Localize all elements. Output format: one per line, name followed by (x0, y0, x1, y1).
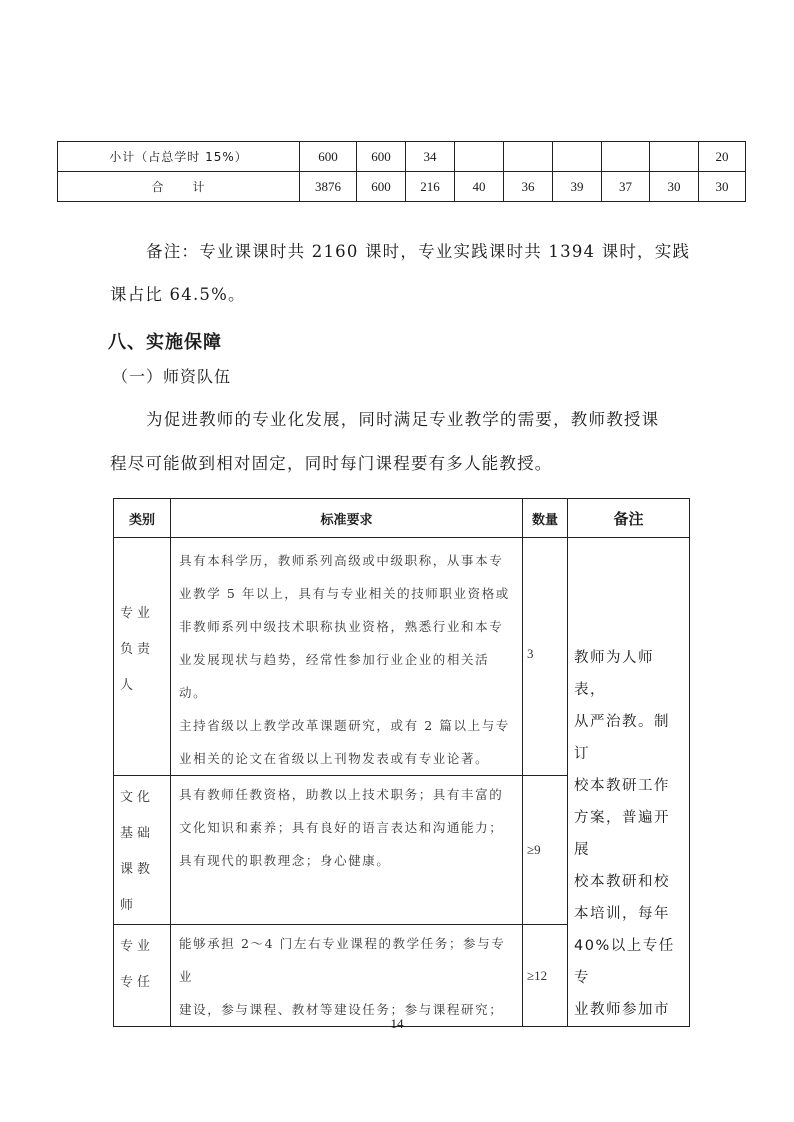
requirement-line: 能够承担 2～4 门左右专业课程的教学任务；参与专业 (179, 936, 506, 984)
category-cell (114, 925, 171, 1027)
requirement-line: 具有教师任教资格，助教以上技术职务；具有丰富的 (179, 787, 504, 802)
table-cell: 216 (406, 172, 455, 202)
header-requirement: 标准要求 (171, 499, 523, 538)
category-line: 专任 (120, 975, 155, 990)
table-cell: 3876 (300, 172, 357, 202)
subtotal-label: 小计（占总学时 15%） (58, 142, 300, 172)
subsection-heading: （一）师资队伍 (112, 367, 232, 386)
quantity-cell: ≥9 (523, 776, 568, 925)
note-cell (568, 538, 690, 1027)
table-cell: 30 (650, 172, 699, 202)
requirement-line: 具有本科学历，教师系列高级或中级职称，从事本专 (179, 553, 504, 568)
header-category: 类别 (114, 499, 171, 538)
table-cell: 600 (357, 172, 406, 202)
hours-summary-table (57, 141, 746, 202)
quantity-cell: ≥12 (523, 925, 568, 1027)
intro-line-1: 为促进教师的专业化发展，同时满足专业教学的需要，教师教授课 (146, 410, 660, 429)
category-line: 负责 (120, 642, 155, 657)
note-line: 方案，普遍开展 (574, 810, 670, 858)
table-cell: 30 (699, 172, 746, 202)
total-label (58, 172, 300, 202)
table-cell (455, 142, 504, 172)
note-line: 本培训，每年 (574, 906, 670, 922)
category-line: 基础 (120, 826, 155, 841)
table-cell: 39 (553, 172, 602, 202)
category-line: 课教 (120, 862, 155, 877)
table-cell: 20 (699, 142, 746, 172)
total-label-part: 计 (192, 180, 206, 194)
category-cell (114, 776, 171, 925)
total-row (58, 172, 746, 202)
table-cell (602, 142, 650, 172)
total-label-part: 合 (151, 180, 165, 194)
remark-line-1: 备注：专业课课时共 2160 课时，专业实践课时共 1394 课时，实践 (146, 242, 691, 261)
staff-requirements-table (113, 498, 690, 1027)
category-line: 文化 (120, 790, 155, 805)
category-line: 专业 (120, 939, 155, 954)
note-line: 校本教研工作 (574, 778, 670, 794)
note-line: 教师为人师表， (574, 650, 654, 698)
header-note: 备注 (568, 499, 690, 538)
table-cell: 37 (602, 172, 650, 202)
note-line: 校本教研和校 (574, 874, 670, 890)
requirement-line: 主持省级以上教学改革课题研究，或有 2 篇以上与专 (179, 718, 510, 733)
table-cell: 600 (300, 142, 357, 172)
requirement-cell (171, 538, 523, 776)
note-line: 40%以上专任专 (574, 938, 675, 986)
category-line: 人 (120, 678, 138, 693)
section-heading: 八、实施保障 (108, 332, 222, 353)
table-cell: 600 (357, 142, 406, 172)
requirement-line: 具有现代的职教理念；身心健康。 (179, 853, 391, 868)
category-line: 专业 (120, 606, 155, 621)
table-cell (553, 142, 602, 172)
requirement-line: 业教学 5 年以上，具有与专业相关的技师职业资格或 (179, 586, 510, 601)
table-cell (504, 142, 553, 172)
page-number: 14 (390, 1016, 404, 1031)
note-line: 从严治教。制订 (574, 714, 670, 762)
quantity-cell: 3 (523, 538, 568, 776)
note-line: 业教师参加市 (574, 1002, 670, 1018)
table-cell: 34 (406, 142, 455, 172)
requirement-line: 业发展现状与趋势，经常性参加行业企业的相关活动。 (179, 652, 490, 700)
table-cell: 40 (455, 172, 504, 202)
header-quantity: 数量 (523, 499, 568, 538)
table-cell (650, 142, 699, 172)
intro-line-2: 程尽可能做到相对固定，同时每门课程要有多人能教授。 (110, 454, 553, 473)
table-header-row (114, 499, 690, 538)
table-cell: 36 (504, 172, 553, 202)
category-cell (114, 538, 171, 776)
table-row (114, 538, 690, 776)
requirement-line: 建设，参与课程、教材等建设任务；参与课程研究； (179, 1002, 504, 1017)
requirement-line: 非教师系列中级技术职称执业资格，熟悉行业和本专 (179, 619, 504, 634)
requirement-line: 文化知识和素养；具有良好的语言表达和沟通能力； (179, 820, 504, 835)
requirement-line: 业相关的论文在省级以上刊物发表或有专业论著。 (179, 751, 490, 766)
category-line: 师 (120, 898, 138, 913)
requirement-cell (171, 776, 523, 925)
remark-line-2: 课占比 64.5%。 (110, 285, 246, 304)
requirement-cell (171, 925, 523, 1027)
subtotal-row (58, 142, 746, 172)
